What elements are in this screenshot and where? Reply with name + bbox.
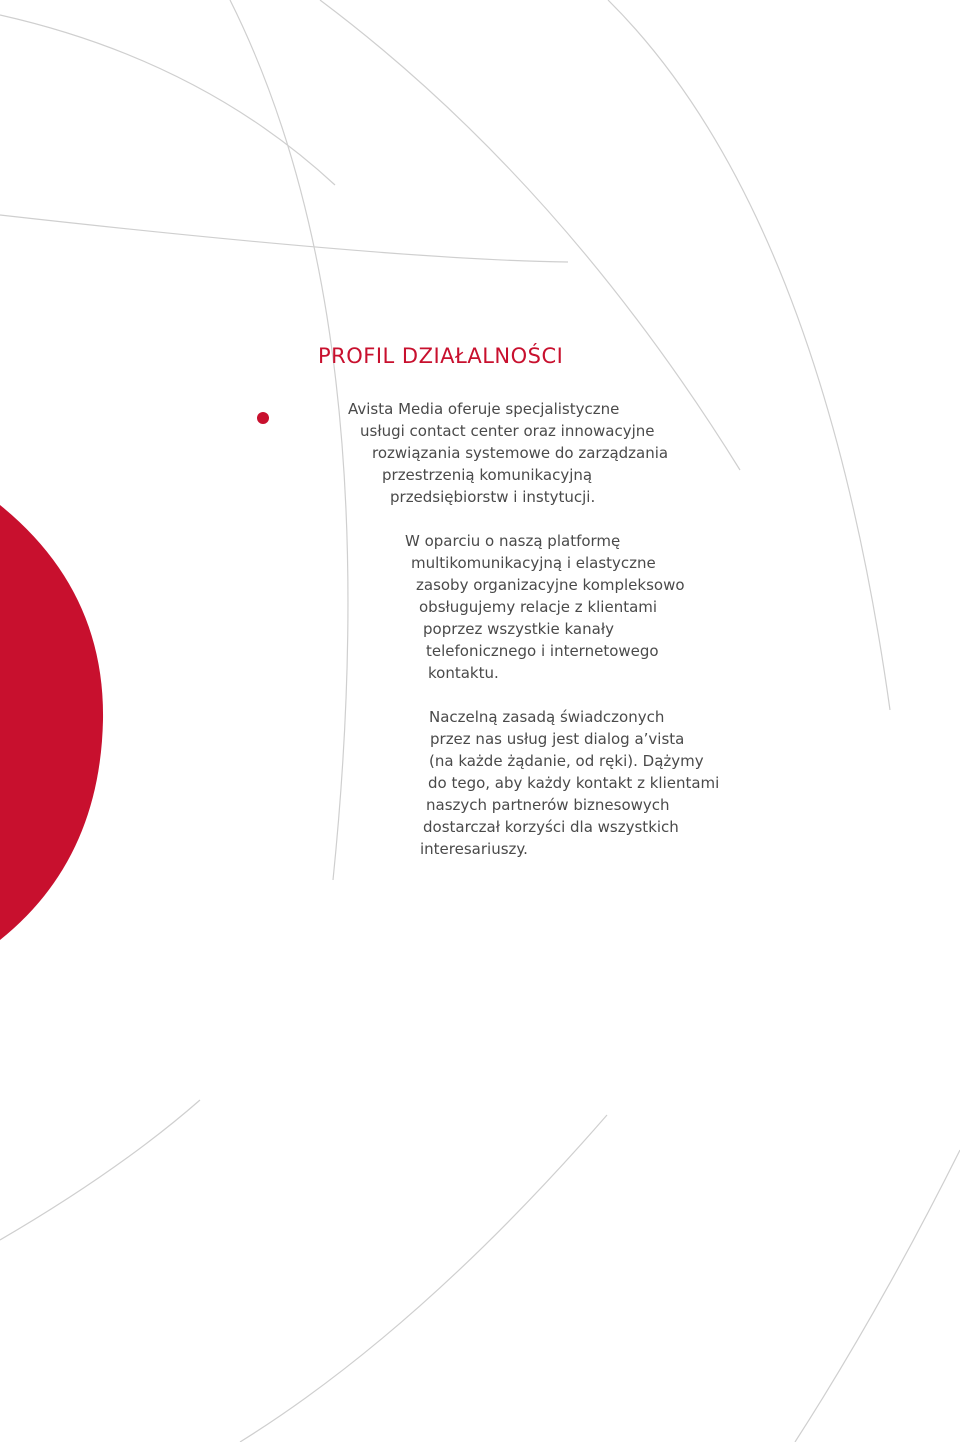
arc-6-bottom xyxy=(0,1100,200,1240)
paragraph-2-line-2: multikomunikacyjną i elastyczne xyxy=(411,554,656,572)
paragraph-1-line-2: usługi contact center oraz innowacyjne xyxy=(360,422,655,440)
red-half-disc xyxy=(0,505,103,940)
paragraph-3-line-7: interesariuszy. xyxy=(420,840,528,858)
section-title: PROFIL DZIAŁALNOŚCI xyxy=(318,344,564,368)
red-dot-marker xyxy=(257,412,269,424)
paragraph-2-line-3: zasoby organizacyjne kompleksowo xyxy=(416,576,685,594)
arc-7-bottom xyxy=(240,1115,607,1442)
paragraph-3-line-5: naszych partnerów biznesowych xyxy=(426,796,670,814)
paragraph-1-line-5: przedsiębiorstw i instytucji. xyxy=(390,488,596,506)
paragraph-2-line-6: telefonicznego i internetowego xyxy=(426,642,659,660)
paragraph-3-line-6: dostarczał korzyści dla wszystkich xyxy=(423,818,679,836)
paragraph-2-line-1: W oparciu o naszą platformę xyxy=(405,532,621,550)
arc-8-bottom xyxy=(795,1150,960,1442)
arc-1-top xyxy=(0,15,335,185)
arc-2-top xyxy=(0,215,568,262)
arc-5-left xyxy=(230,0,348,880)
paragraph-2-line-7: kontaktu. xyxy=(428,664,499,682)
paragraph-3-line-2: przez nas usług jest dialog a’vista xyxy=(430,730,685,748)
paragraph-3-line-1: Naczelną zasadą świadczonych xyxy=(429,708,665,726)
paragraph-3-line-4: do tego, aby każdy kontakt z klientami xyxy=(428,774,720,792)
paragraph-1-line-3: rozwiązania systemowe do zarządzania xyxy=(372,444,669,462)
paragraph-1-line-1: Avista Media oferuje specjalistyczne xyxy=(348,400,620,418)
paragraph-2-line-4: obsługujemy relacje z klientami xyxy=(419,598,658,616)
paragraph-3-line-3: (na każde żądanie, od ręki). Dążymy xyxy=(429,752,704,770)
paragraph-2-line-5: poprzez wszystkie kanały xyxy=(423,620,614,638)
paragraph-1-line-4: przestrzenią komunikacyjną xyxy=(382,466,593,484)
